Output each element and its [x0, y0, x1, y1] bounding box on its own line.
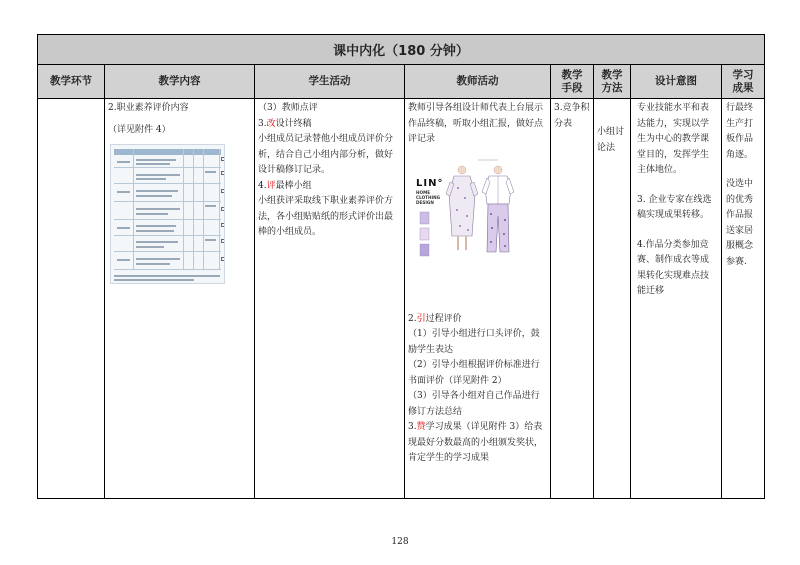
content-item: 2.职业素养评价内容 [108, 103, 189, 113]
garment-illustration [412, 154, 522, 264]
method-cell [594, 99, 631, 498]
brand-subtitle: HOME CLOTHING DESIGN [416, 189, 441, 205]
stage-cell [38, 99, 105, 498]
intent-cell [631, 99, 722, 498]
intent-student-centered: 专业技能水平和表达能力，实现以学生为中心的教学课堂目的，发挥学生主体地位。 [637, 103, 710, 175]
step-number: 3. [408, 422, 417, 432]
outcome-competition: 没选中的优秀作品报送家居服概念参赛. [726, 179, 754, 267]
page-number: 128 [391, 537, 409, 547]
header-method: 教学 方法 [594, 65, 631, 99]
header-intent: 设计意图 [631, 65, 722, 99]
student-step-vote-text: 小组获评采取线下职业素养评价方法，各小组贴贴纸的形式评价出最棒的小组成员。 [258, 196, 394, 237]
step-keyword: 评 [266, 180, 276, 191]
step-title: 过程评价 [425, 313, 462, 324]
step-keyword: 赞 [416, 422, 426, 432]
teacher-guide-oral: （1）引导小组进行口头评价，鼓励学生表达 [408, 329, 540, 355]
evaluation-form-thumbnail [110, 144, 225, 284]
step-title: 设计终稿 [275, 118, 312, 129]
student-step-revise-heading [258, 117, 401, 133]
header-means: 教学 手段 [551, 65, 594, 99]
step-title: 最棒小组 [275, 180, 312, 191]
teacher-guide-summary: （3）引导各小组对自己作品进行修订方法总结 [408, 391, 540, 417]
outcome-cell [722, 99, 764, 498]
teacher-step-praise [408, 420, 547, 467]
student-step-vote-heading [258, 179, 401, 195]
intent-expert-selection: 3. 企业专家在线选稿实现成果转移。 [637, 194, 712, 220]
intent-competition: 4.作品分类参加竞赛、制作成衣等成果转化实现难点技能迁移 [637, 239, 710, 296]
means-cell [551, 99, 594, 498]
student-cell [255, 99, 405, 498]
content-cell [105, 99, 255, 498]
teacher-intro: 教师引导各组设计师代表上台展示作品终稿，听取小组汇报，做好点评记录 [408, 103, 544, 144]
garment-design-image [412, 154, 522, 264]
step-number: 3. [258, 118, 267, 129]
header-content: 教学内容 [105, 65, 255, 99]
header-stage: 教学环节 [38, 65, 105, 99]
student-step-review: （3）教师点评 [258, 103, 318, 113]
lesson-plan-table [37, 34, 765, 499]
header-outcome: 学习 成果 [722, 65, 764, 99]
method-text: 小组讨论法 [597, 127, 625, 153]
student-step-revise-text: 小组成员记录替他小组成员评价分析，结合自己小组内部分析，做好设计稿修订记录。 [258, 134, 394, 175]
step-number: 2. [408, 313, 417, 324]
header-teacher: 教师活动 [405, 65, 551, 99]
means-text: 3.竞争积分表 [554, 103, 590, 129]
teacher-step-guide-heading [408, 312, 547, 328]
teacher-cell [405, 99, 551, 498]
table-title: 课中内化（180 分钟） [38, 35, 764, 65]
step-number: 4. [258, 180, 267, 191]
content-ref: （详见附件 4） [108, 124, 171, 135]
outcome-production: 行最终生产打板作品角逐。 [726, 103, 754, 160]
teacher-guide-written: （2）引导小组根据评价标准进行书面评价（详见附件 2） [408, 360, 540, 386]
header-student: 学生活动 [255, 65, 405, 99]
brand-logo: LIN° [416, 177, 444, 189]
step-keyword: 改 [266, 118, 276, 129]
step-keyword: 引 [416, 313, 426, 324]
step-text: 学习成果（详见附件 3）给表现最好分数最高的小组颁发奖状，肯定学生的学习成果 [408, 422, 544, 463]
